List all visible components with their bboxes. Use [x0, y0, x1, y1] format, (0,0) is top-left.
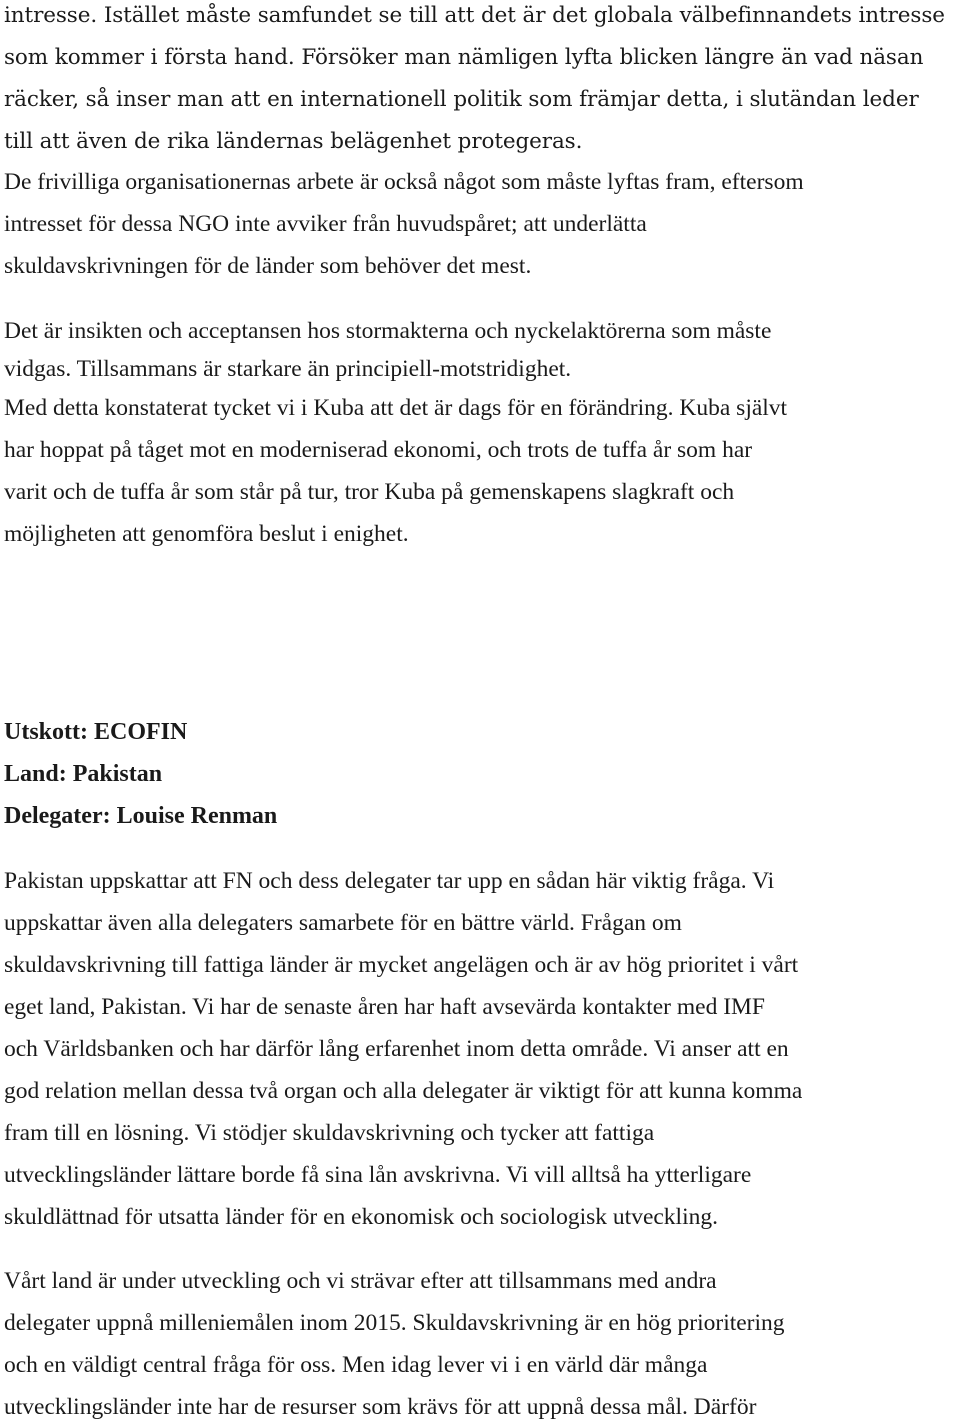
country-heading: Land: Pakistan	[4, 761, 163, 787]
text-line: Det är insikten och acceptansen hos stormakterna och nyckelaktörerna som måste	[4, 318, 772, 344]
text-line: god relation mellan dessa två organ och alla delegater är viktigt för att kunna komma	[4, 1078, 803, 1104]
text-line: skuldavskrivning till fattiga länder är mycket angelägen och är av hög prioritet i vårt	[4, 952, 799, 978]
text-line: varit och de tuffa år som står på tur, tror Kuba på gemenskapens slagkraft och	[4, 479, 735, 505]
text-line: som kommer i första hand. Försöker man nämligen lyfta blicken längre än vad näsan	[4, 45, 924, 70]
insight-paragraph	[4, 310, 956, 555]
ngo-paragraph	[4, 161, 956, 287]
intro-paragraph	[4, 0, 956, 163]
committee-heading: Utskott: ECOFIN	[4, 719, 188, 745]
text-line: Vårt land är under utveckling och vi strävar efter att tillsammans med andra	[4, 1268, 717, 1294]
text-line: vidgas. Tillsammans är starkare än principiell-motstridighet.	[4, 356, 572, 382]
text-line: och en väldigt central fråga för oss. Men idag lever vi i en värld där många	[4, 1352, 708, 1378]
text-line: till att även de rika ländernas belägenhet protegeras.	[4, 129, 583, 154]
development-paragraph	[4, 1260, 956, 1428]
text-line: och Världsbanken och har därför lång erfarenhet inom detta område. Vi anser att en	[4, 1036, 789, 1062]
text-line: De frivilliga organisationernas arbete är också något som måste lyftas fram, eftersom	[4, 169, 804, 195]
text-line: intresse. Istället måste samfundet se till att det är det globala välbefinnandets intresse	[4, 3, 945, 28]
text-line: skuldlättnad för utsatta länder för en ekonomisk och sociologisk utveckling.	[4, 1204, 718, 1230]
delegate-heading: Delegater: Louise Renman	[4, 803, 278, 829]
text-line: intresset för dessa NGO inte avviker från huvudspåret; att underlätta	[4, 211, 647, 237]
text-line: uppskattar även alla delegaters samarbete för en bättre värld. Frågan om	[4, 910, 682, 936]
text-line: Pakistan uppskattar att FN och dess delegater tar upp en sådan här viktig fråga. Vi	[4, 868, 775, 894]
text-line: fram till en lösning. Vi stödjer skuldavskrivning och tycker att fattiga	[4, 1120, 655, 1146]
text-line: räcker, så inser man att en internationell politik som främjar detta, i slutändan leder	[4, 87, 919, 112]
text-line: möjligheten att genomföra beslut i enighet.	[4, 521, 409, 547]
text-line: utvecklingsländer inte har de resurser som krävs för att uppnå dessa mål. Därför	[4, 1394, 757, 1420]
text-line: har hoppat på tåget mot en moderniserad ekonomi, och trots de tuffa år som har	[4, 437, 753, 463]
text-line: Med detta konstaterat tycket vi i Kuba att det är dags för en förändring. Kuba självt	[4, 395, 788, 421]
text-line: utvecklingsländer lättare borde få sina lån avskrivna. Vi vill alltså ha ytterligare	[4, 1162, 752, 1188]
text-line: eget land, Pakistan. Vi har de senaste åren har haft avsevärda kontakter med IMF	[4, 994, 765, 1020]
position-paper-header	[4, 711, 956, 837]
text-line: delegater uppnå milleniemålen inom 2015. Skuldavskrivning är en hög prioritering	[4, 1310, 785, 1336]
pakistan-paragraph	[4, 860, 956, 1238]
text-line: skuldavskrivningen för de länder som behöver det mest.	[4, 253, 532, 279]
